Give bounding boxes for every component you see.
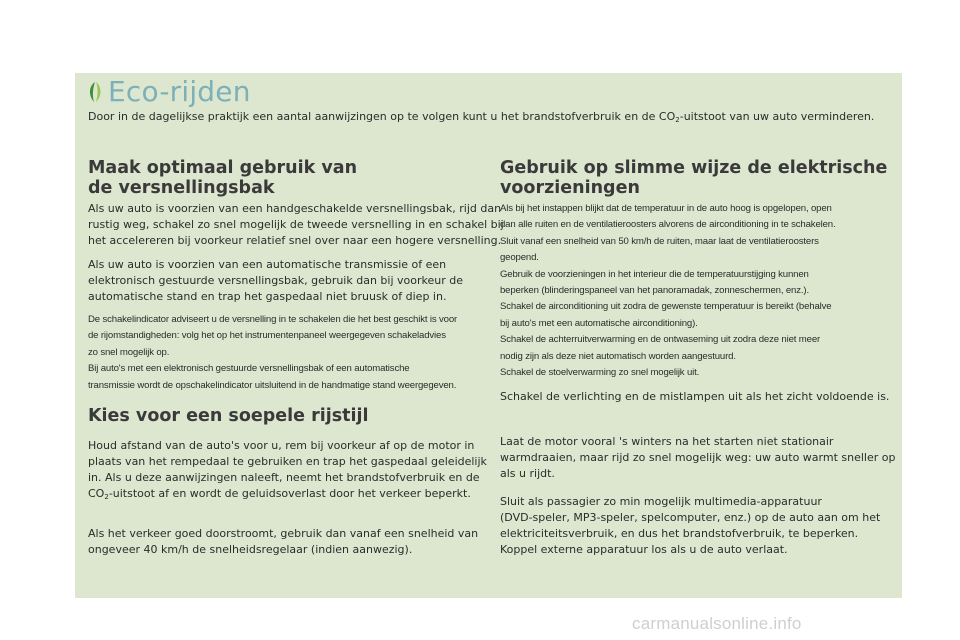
section-title-gearbox: Maak optimaal gebruik van de versnellingsbak (88, 158, 358, 198)
engine-warmup-paragraph: Laat de motor vooral 's winters na het starten niet stationair warmdraaien, maar rijd zo snel mogelijk weg: uw auto warmt sneller op als u rijdt. (500, 435, 896, 480)
watermark-text: carmanualsonline.info (632, 614, 802, 633)
gearbox-automatic-paragraph: Als uw auto is voorzien van een automatische transmissie of een elektronisch gestuurde versnellingsbak, gebruik dan bij voorkeur de automatische stand en trap het gaspedaal niet bruusk of diep in. (88, 258, 463, 303)
section-title-electrical: Gebruik op slimme wijze de elektrische voorzieningen (500, 158, 888, 198)
page-title: Eco-rijden (108, 75, 251, 108)
gearbox-manual-paragraph: Als uw auto is voorzien van een handgeschakelde versnellingsbak, rijd dan rustig weg, schakel zo snel mogelijk de tweede versnelling in en schakel bij het accelereren bij voorkeur relatief snel over naar een hogere versnelling. (88, 202, 504, 247)
shift-indicator-note: De schakelindicator adviseert u de versnelling in te schakelen die het best geschikt is voor de rijomstandigheden: volg het op het instrumentenpaneel weergegeven schakeladvies zo snel mogelijk op. Bij auto's met een elektronisch gestuurde versnellingsbak of een automatische transmissie wordt de opschakelindicator uitsluitend in de handmatige stand weergegeven. (88, 314, 458, 391)
lights-paragraph: Schakel de verlichting en de mistlampen uit als het zicht voldoende is. (500, 390, 890, 403)
electrical-tips-list: Als bij het instappen blijkt dat de temperatuur in de auto hoog is opgelopen, open dan alle ruiten en de ventilatieroosters alvorens de airconditioning in te schakelen. Sluit vanaf een snelheid van 50 km/h de ruiten, maar laat de ventilatieroosters geopend. Gebruik de voorzieningen in het interieur die de temperatuurstijging kunnen beperken (blinderingspaneel van het panoramadak, zonneschermen, enz.). Schakel de airconditioning uit zodra de gewenste temperatuur is bereikt (behalve bij auto's met een automatische airconditioning). Schakel de achterruitverwarming en de ontwaseming uit zodra deze niet meer nodig zijn als deze niet automatisch worden aangestuurd. Schakel de stoelverwarming zo snel mogelijk uit. (500, 203, 836, 379)
driving-style-paragraph: Houd afstand van de auto's voor u, rem bij voorkeur af op de motor in plaats van het rempedaal te gebruiken en trap het gaspedaal geleidelijk in. Als u deze aanwijzingen naleeft, neemt het brandstofverbruik en de $CO_2$-uitstoot af en wordt de geluidsoverlast door het verkeer beperkt. (88, 439, 487, 501)
section-title-driving-style: Kies voor een soepele rijstijl (88, 406, 369, 426)
multimedia-paragraph: Sluit als passagier zo min mogelijk multimedia-apparatuur (DVD-speler, MP3-speler, spelcomputer, enz.) op de auto aan om het elektriciteitsverbruik, en dus het brandstofverbruik, te beperken. Koppel externe apparatuur los als u de auto verlaat. (500, 495, 881, 556)
cruise-control-paragraph: Als het verkeer goed doorstroomt, gebruik dan vanaf een snelheid van ongeveer 40 km/h de snelheidsregelaar (indien aanwezig). (88, 527, 479, 556)
intro-text: Door in de dagelijkse praktijk een aantal aanwijzingen op te volgen kunt u het brandstofverbruik en de $CO_2$-uitstoot van uw auto verminderen. (88, 110, 875, 124)
leaf-icon (86, 81, 104, 103)
